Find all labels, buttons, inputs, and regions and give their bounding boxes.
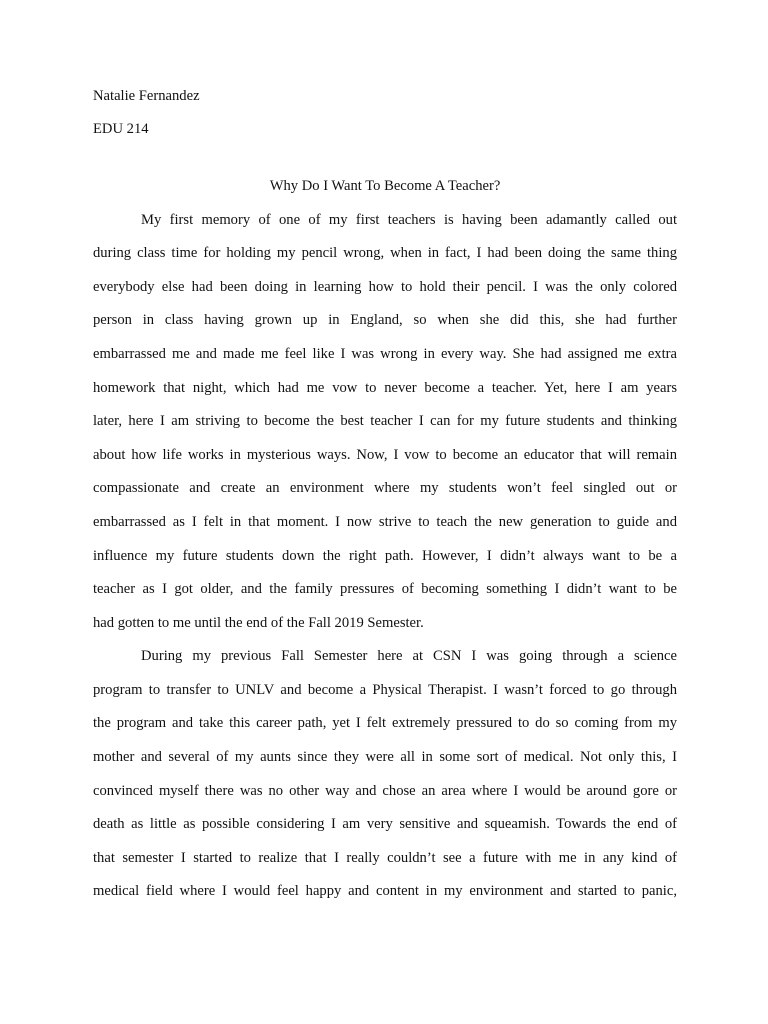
paragraph-line: mother and several of my aunts since they were all in some sort of medical. Not only this, I xyxy=(93,749,677,766)
paragraph-line: teacher as I got older, and the family pressures of becoming something I didn’t want to be xyxy=(93,581,677,598)
document-body xyxy=(93,85,677,914)
paragraph-1 xyxy=(93,209,677,646)
paragraph-line: During my previous Fall Semester here at CSN I was going through a science xyxy=(141,648,677,665)
paragraph-line: embarrassed me and made me feel like I was wrong in every way. She had assigned me extra xyxy=(93,345,677,362)
course-code: EDU 214 xyxy=(93,121,149,138)
paragraph-line: the program and take this career path, yet I felt extremely pressured to do so coming from my xyxy=(93,715,677,732)
paragraph-line: convinced myself there was no other way and chose an area where I would be around gore or xyxy=(93,782,677,799)
paragraph-line: influence my future students down the right path. However, I didn’t always want to be a xyxy=(93,547,677,564)
paragraph-line: My first memory of one of my first teachers is having been adamantly called out xyxy=(141,211,677,228)
paragraph-line: compassionate and create an environment where my students won’t feel singled out or xyxy=(93,480,677,497)
paragraph-line: homework that night, which had me vow to never become a teacher. Yet, here I am years xyxy=(93,379,677,396)
paragraph-2 xyxy=(93,645,677,914)
paragraph-line: had gotten to me until the end of the Fall 2019 Semester. xyxy=(93,614,424,631)
paragraph-line: person in class having grown up in England, so when she did this, she had further xyxy=(93,312,677,329)
paragraph-line: program to transfer to UNLV and become a Physical Therapist. I wasn’t forced to go through xyxy=(93,681,677,698)
essay-title: Why Do I Want To Become A Teacher? xyxy=(269,177,501,194)
paragraph-line: everybody else had been doing in learning how to hold their pencil. I was the only colored xyxy=(93,278,677,295)
paragraph-line: later, here I am striving to become the best teacher I can for my future students and thinking xyxy=(93,413,677,430)
author-name: Natalie Fernandez xyxy=(93,88,200,104)
paragraph-line: death as little as possible considering I am very sensitive and squeamish. Towards the end of xyxy=(93,816,677,833)
paragraph-line: about how life works in mysterious ways. Now, I vow to become an educator that will remain xyxy=(93,446,677,463)
paragraph-line: embarrassed as I felt in that moment. I now strive to teach the new generation to guide and xyxy=(93,513,677,530)
paragraph-line: that semester I started to realize that I really couldn’t see a future with me in any kind of xyxy=(93,849,677,866)
paragraph-line: during class time for holding my pencil wrong, when in fact, I had been doing the same thing xyxy=(93,245,677,262)
paragraph-line: medical field where I would feel happy and content in my environment and started to panic, xyxy=(93,883,677,900)
